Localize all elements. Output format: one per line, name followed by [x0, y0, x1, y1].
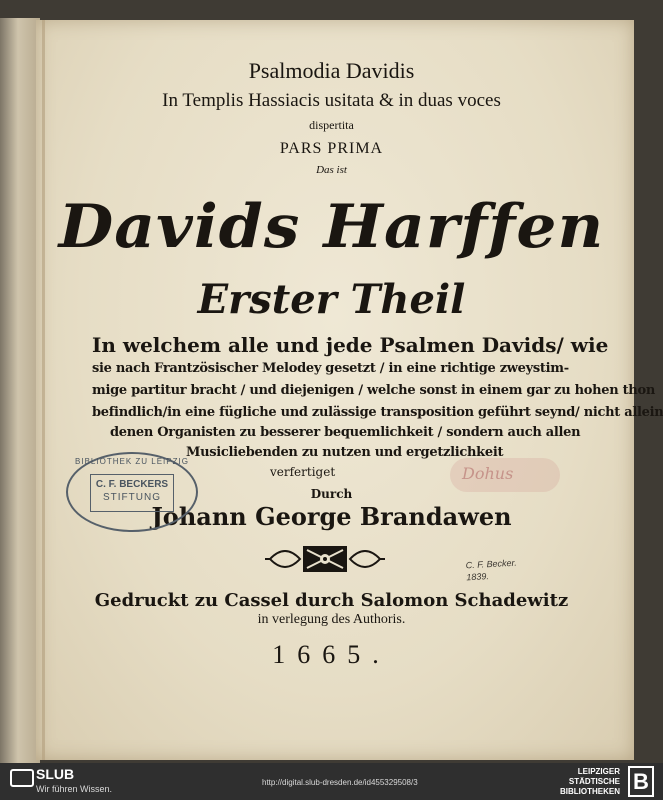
stamp-inner-box [90, 474, 174, 512]
library-name [558, 767, 620, 797]
description-line-5: denen Organisten zu besserer bequemlichkeit / sondern auch allen [110, 425, 581, 440]
description-line-3: mige partitur bracht / und diejenigen / welche sonst in einem gar zu hohen thon [92, 383, 655, 398]
permalink-url[interactable]: http://digital.slub-dresden.de/id455329508/3 [262, 778, 418, 787]
imprint-line-1: Gedruckt zu Cassel durch Salomon Schadewitz [94, 590, 569, 611]
library-name-line-1: LEIPZIGER [577, 767, 620, 776]
slub-tagline: Wir führen Wissen. [36, 784, 113, 794]
pencil-line-2: 1839. [466, 571, 490, 583]
pars-prima: PARS PRIMA [279, 140, 384, 157]
description-line-6: Musicliebenden zu nutzen und ergetzlichkeit [186, 445, 504, 460]
slub-name[interactable]: SLUB [36, 766, 75, 782]
faded-stamp-text: Dohus [462, 464, 514, 483]
printer-ornament [265, 538, 385, 580]
library-name-line-3: BIBLIOTHEKEN [560, 787, 620, 796]
description-line-4: befindlich/in eine fügliche und zulässige transposition geführt seynd/ nicht allein [92, 405, 663, 420]
durch-label: Durch [310, 487, 353, 501]
latin-subtitle-cont: dispertita [309, 118, 354, 132]
pencil-annotation [465, 557, 517, 584]
description-line-2: sie nach Frantzösischer Melodey gesetzt / in eine richtige zweystim- [92, 361, 569, 376]
pencil-line-1: C. F. Becker. [465, 557, 517, 571]
stamp-ring-text: BIBLIOTHEK ZU LEIPZIG [75, 457, 189, 466]
stamp-line-2: STIFTUNG [103, 492, 161, 503]
viewer-footer [0, 763, 663, 800]
stamp-line-1: C. F. BECKERS [95, 479, 169, 490]
das-ist: Das ist [316, 164, 347, 176]
library-name-line-2: STÄDTISCHE [568, 777, 620, 786]
slub-logo-icon[interactable] [10, 769, 34, 787]
author-name: Johann George Brandawen [151, 502, 512, 531]
description-line-7: verfertiget [270, 465, 336, 479]
description-line-1: In welchem alle und jede Psalmen Davids/ wie [92, 333, 609, 357]
latin-subtitle: In Templis Hassiacis usitata & in duas voces [162, 90, 501, 111]
part-title: Erster Theil [197, 276, 466, 323]
faded-stamp [450, 458, 560, 492]
library-stamp [66, 452, 198, 532]
library-logo-icon[interactable]: B [628, 766, 654, 797]
latin-title: Psalmodia Davidis [248, 58, 415, 83]
imprint-line-2: in verlegung des Authoris. [257, 612, 406, 627]
publication-year: 1665. [272, 640, 391, 669]
main-title: Davids Harffen [58, 192, 605, 262]
